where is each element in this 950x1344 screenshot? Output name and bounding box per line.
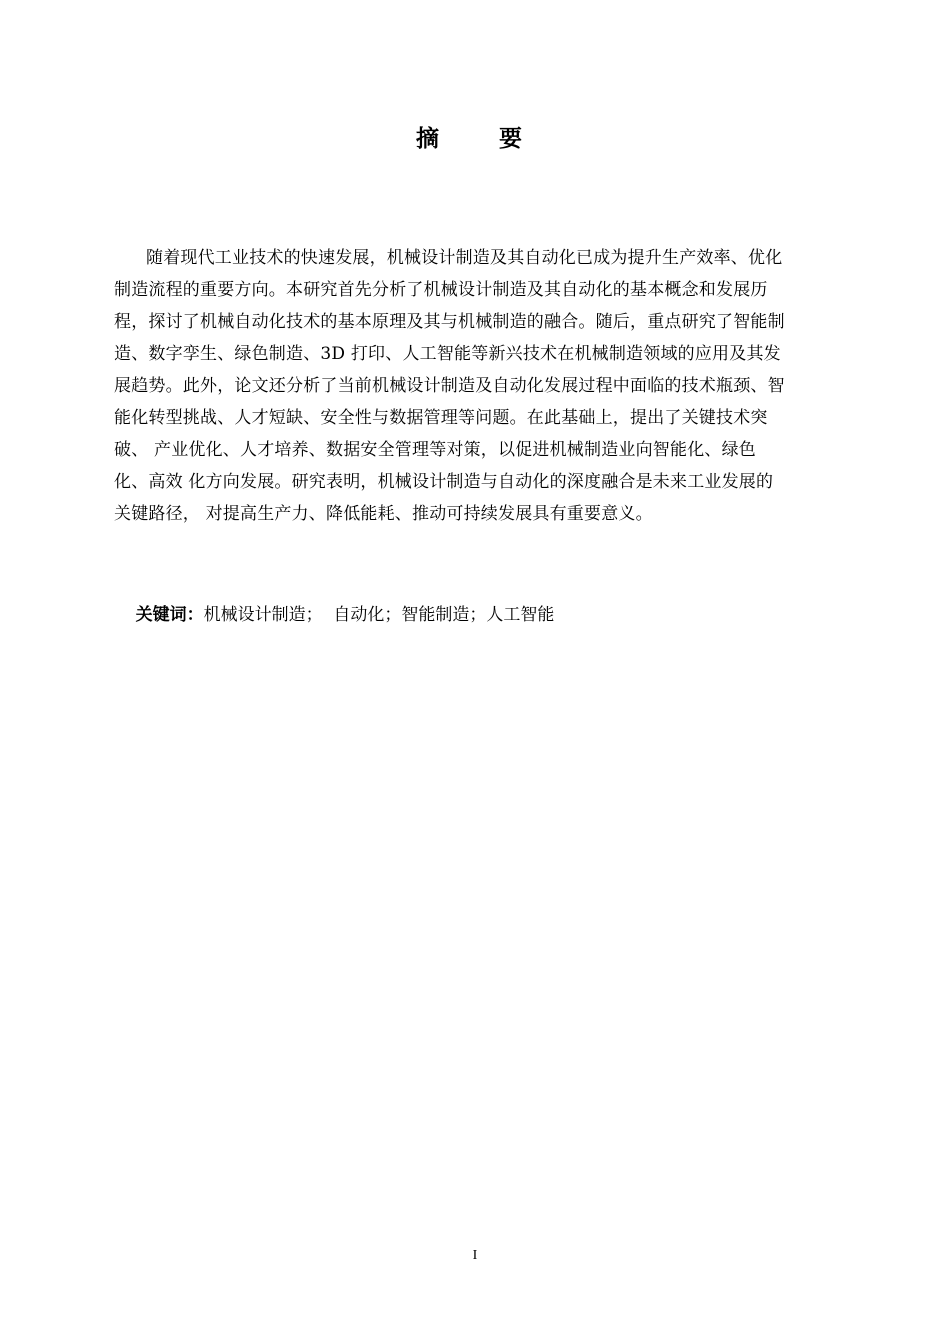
abstract-line: 造、数字孪生、绿色制造、3D 打印、人工智能等新兴技术在机械制造领域的应用及其发 xyxy=(114,344,781,364)
page-number: I xyxy=(472,1248,478,1263)
abstract-line: 关键路径， 对提高生产力、降低能耗、推动可持续发展具有重要意义。 xyxy=(114,504,653,524)
abstract-line: 能化转型挑战、人才短缺、安全性与数据管理等问题。在此基础上，提出了关键技术突 xyxy=(114,408,768,428)
abstract-line: 制造流程的重要方向。本研究首先分析了机械设计制造及其自动化的基本概念和发展历 xyxy=(114,280,768,300)
abstract-line: 随着现代工业技术的快速发展，机械设计制造及其自动化已成为提升生产效率、优化 xyxy=(146,248,783,268)
abstract-line: 破、 产业优化、人才培养、数据安全管理等对策，以促进机械制造业向智能化、绿色 xyxy=(114,440,757,460)
abstract-line: 展趋势。此外，论文还分析了当前机械设计制造及自动化发展过程中面临的技术瓶颈、智 xyxy=(114,376,785,396)
abstract-body xyxy=(114,242,854,530)
keywords-label: 关键词： xyxy=(135,605,204,625)
abstract-title: 摘 要 xyxy=(415,126,548,152)
abstract-line: 程，探讨了机械自动化技术的基本原理及其与机械制造的融合。随后，重点研究了智能制 xyxy=(114,312,785,332)
keywords-text: 机械设计制造； 自动化；智能制造；人工智能 xyxy=(203,605,555,625)
keywords-line xyxy=(114,570,555,625)
abstract-line: 化、高效 化方向发展。研究表明，机械设计制造与自动化的深度融合是未来工业发展的 xyxy=(114,472,774,492)
